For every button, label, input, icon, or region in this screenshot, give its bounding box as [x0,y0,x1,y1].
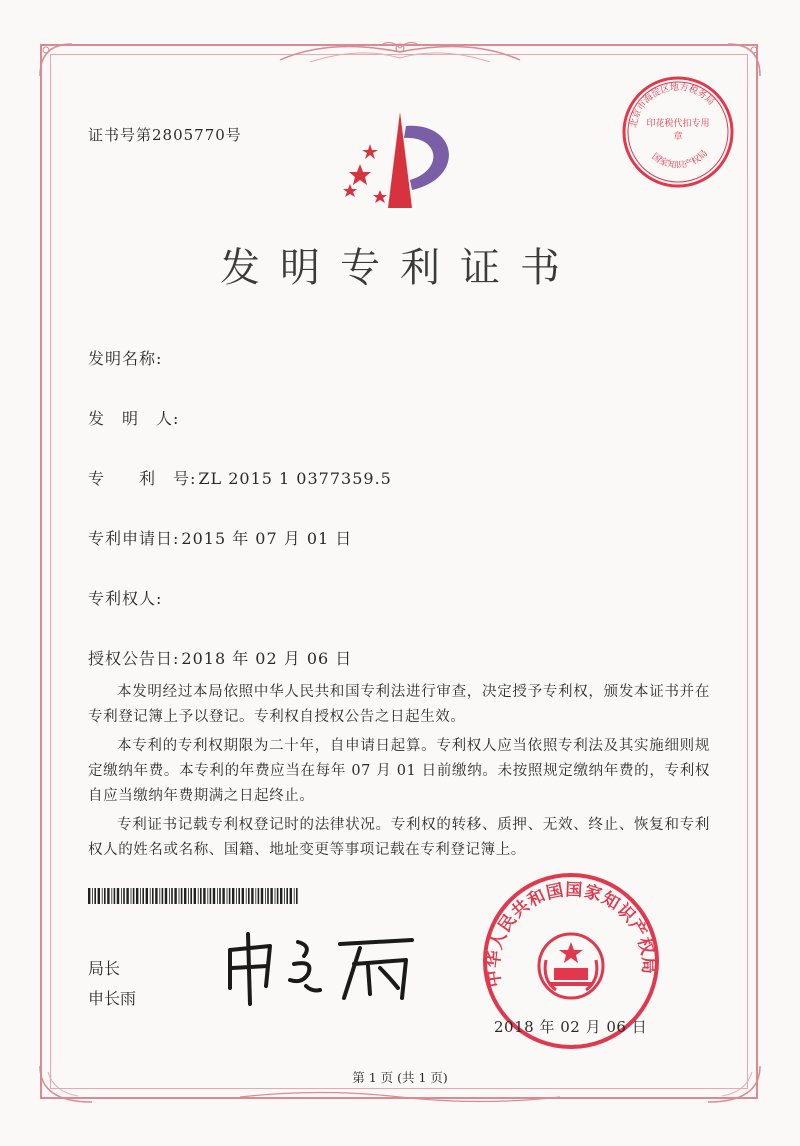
director-title: 局长 [88,959,121,978]
certificate-title: 发明专利证书 [220,245,580,291]
seal-ring-text: 中华人民共和国国家知识产权局 [483,880,659,989]
patent-office-logo [340,108,470,218]
patent-number-label: 专 利 号: [88,469,197,488]
issue-date: 2018 年 02 月 06 日 [494,1018,648,1036]
tax-seal-bottom-text: 国家知识产权局 [649,148,711,172]
certificate-number: 证书号第2805770号 [88,126,242,144]
page-number: 第 1 页 (共 1 页) [352,1070,448,1085]
patentee-label: 专利权人: [88,589,163,608]
corner-ornament-tl [36,40,76,80]
body-paragraph-2: 本专利的专利权期限为二十年，自申请日起算。专利权人应当依照专利法及其实施细则规定缴纳年费。本专利的年费应当在每年 07 月 01 日前缴纳。未按照规定缴纳年费的，专利权自应当缴纳年费期满之日起终止。 [88,738,710,804]
application-date-value: 2015 年 07 月 01 日 [181,529,353,548]
top-ornament [270,36,530,68]
field-application-date [88,526,352,549]
field-patent-number [88,466,392,489]
grant-date-label: 授权公告日: [88,649,180,668]
national-emblem-icon [539,934,603,998]
tax-seal-center-text: 印花税代扣专用章 [646,119,710,142]
body-paragraph-1: 本发明经过本局依照中华人民共和国专利法进行审查，决定授予专利权，颁发本证书并在专利登记簿上予以登记。专利权自授权公告之日起生效。 [88,684,710,725]
director-signature [220,928,420,1008]
inventor-label: 发 明 人: [88,409,180,428]
bottom-ornament [240,1088,560,1106]
field-patentee [88,586,164,609]
tax-seal-ring-text: 北京市海淀区地方税务局 [629,82,716,129]
grant-date-value: 2018 年 02 月 06 日 [181,649,353,668]
director-name: 申长雨 [88,989,137,1008]
body-paragraph-3: 专利证书记载专利权登记时的法律状况。专利权的转移、质押、无效、终止、恢复和专利权人的姓名或名称、国籍、地址变更等事项记载在专利登记簿上。 [88,817,710,858]
patent-number-value: ZL 2015 1 0377359.5 [198,469,392,488]
tax-stamp-seal [618,72,738,192]
field-grant-date [88,646,352,669]
certificate-body [88,680,710,863]
barcode [88,888,300,904]
field-inventor [88,406,181,429]
application-date-label: 专利申请日: [88,529,180,548]
field-invention-name [88,346,164,369]
svg-text:国家知识产权局 [650,148,710,171]
invention-name-label: 发明名称: [88,349,163,368]
